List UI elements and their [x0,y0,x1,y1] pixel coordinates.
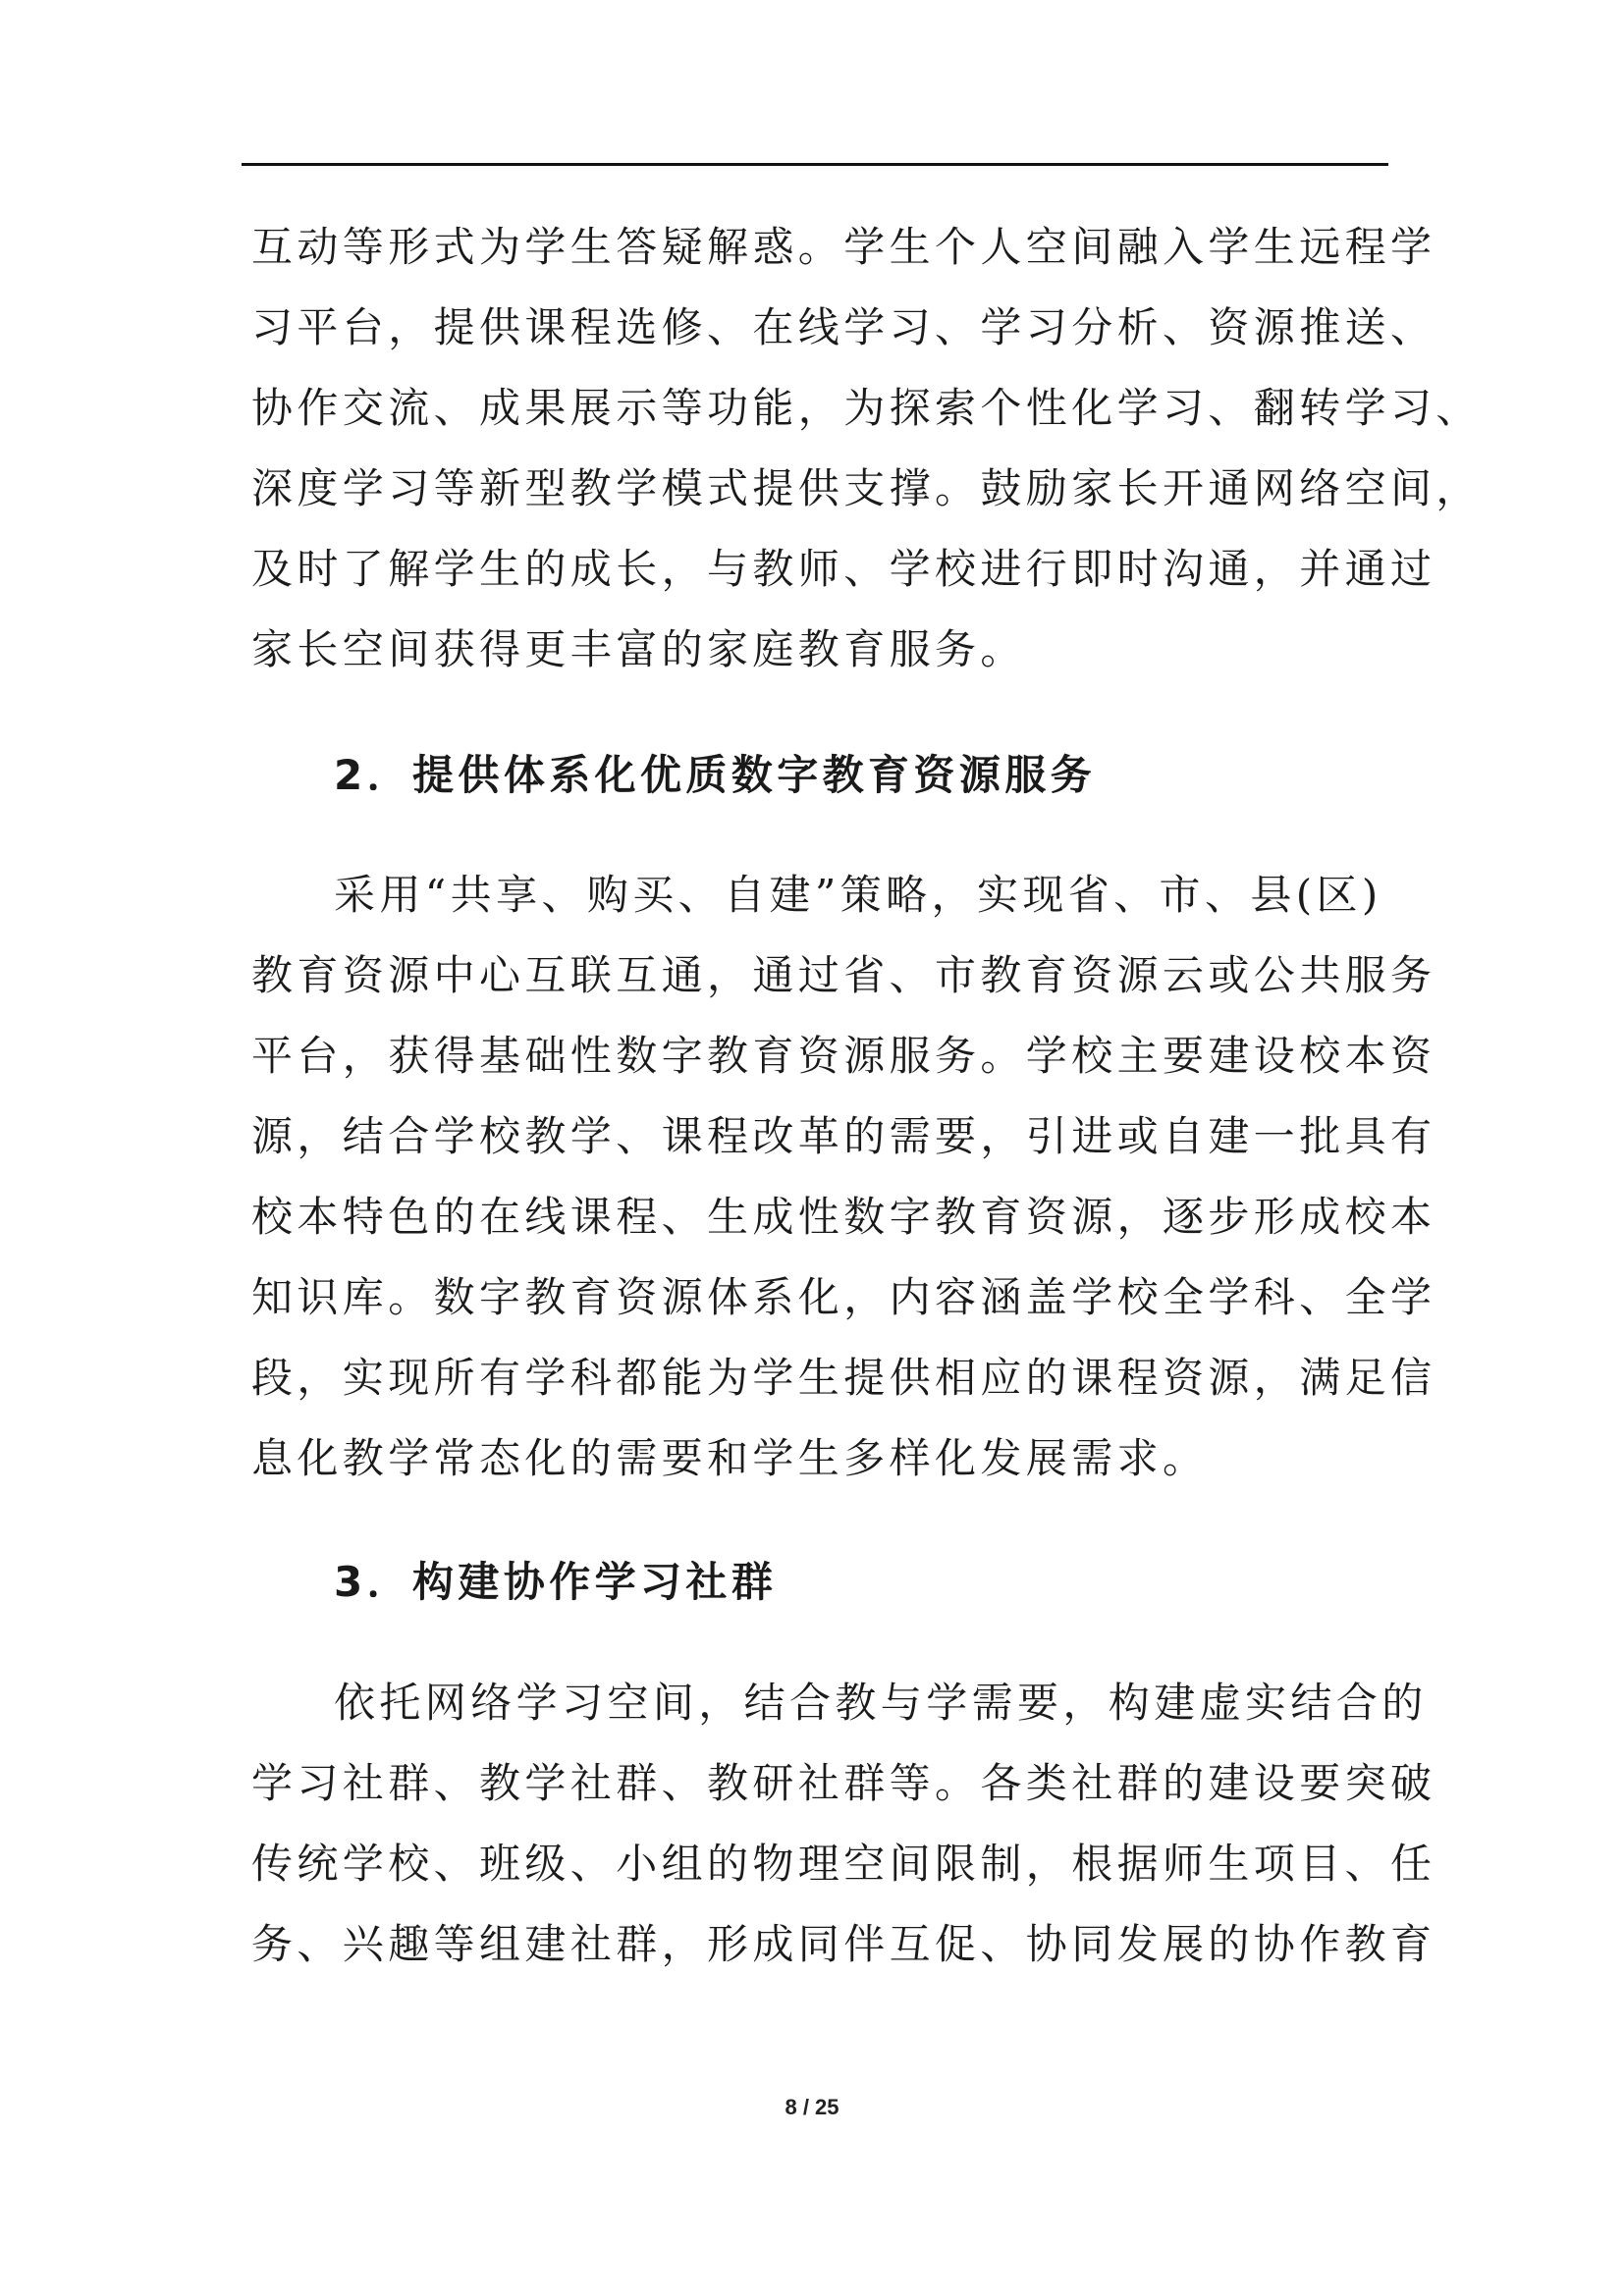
paragraph-line: 及时了解学生的成长，与教师、学校进行即时沟通，并通过 [251,545,1436,593]
paragraph-line: 校本特色的在线课程、生成性数字教育资源，逐步形成校本 [251,1193,1436,1241]
header-rule [242,163,1388,166]
paragraph-line: 深度学习等新型教学模式提供支撑。鼓励家长开通网络空间， [251,464,1482,512]
paragraph-line: 息化教学常态化的需要和学生多样化发展需求。 [251,1434,1209,1482]
paragraph-line: 务、兴趣等组建社群，形成同伴互促、协同发展的协作教育 [251,1920,1436,1968]
paragraph-line: 采用“共享、购买、自建”策略，实现省、市、县(区) [334,871,1382,919]
page-number: 8 / 25 [785,2095,839,2119]
paragraph-line: 协作交流、成果展示等功能，为探索个性化学习、翻转学习、 [251,384,1482,432]
paragraph-line: 知识库。数字教育资源体系化，内容涵盖学校全学科、全学 [251,1273,1436,1321]
paragraph-line: 平台，获得基础性数字教育资源服务。学校主要建设校本资 [251,1032,1436,1080]
paragraph-line: 教育资源中心互联互通，通过省、市教育资源云或公共服务 [251,951,1436,999]
section-heading: 3．构建协作学习社群 [334,1558,778,1606]
paragraph-line: 段，实现所有学科都能为学生提供相应的课程资源，满足信 [251,1354,1436,1402]
paragraph-line: 互动等形式为学生答疑解惑。学生个人空间融入学生远程学 [251,223,1436,271]
paragraph-line: 源，结合学校教学、课程改革的需要，引进或自建一批具有 [251,1112,1436,1160]
paragraph-line: 依托网络学习空间，结合教与学需要，构建虚实结合的 [334,1679,1428,1727]
paragraph-line: 习平台，提供课程选修、在线学习、学习分析、资源推送、 [251,303,1436,351]
paragraph-line: 学习社群、教学社群、教研社群等。各类社群的建设要突破 [251,1759,1436,1807]
section-heading: 2．提供体系化优质数字教育资源服务 [334,751,1097,799]
paragraph-line: 传统学校、班级、小组的物理空间限制，根据师生项目、任 [251,1840,1436,1888]
paragraph-line: 家长空间获得更丰富的家庭教育服务。 [251,625,1026,673]
